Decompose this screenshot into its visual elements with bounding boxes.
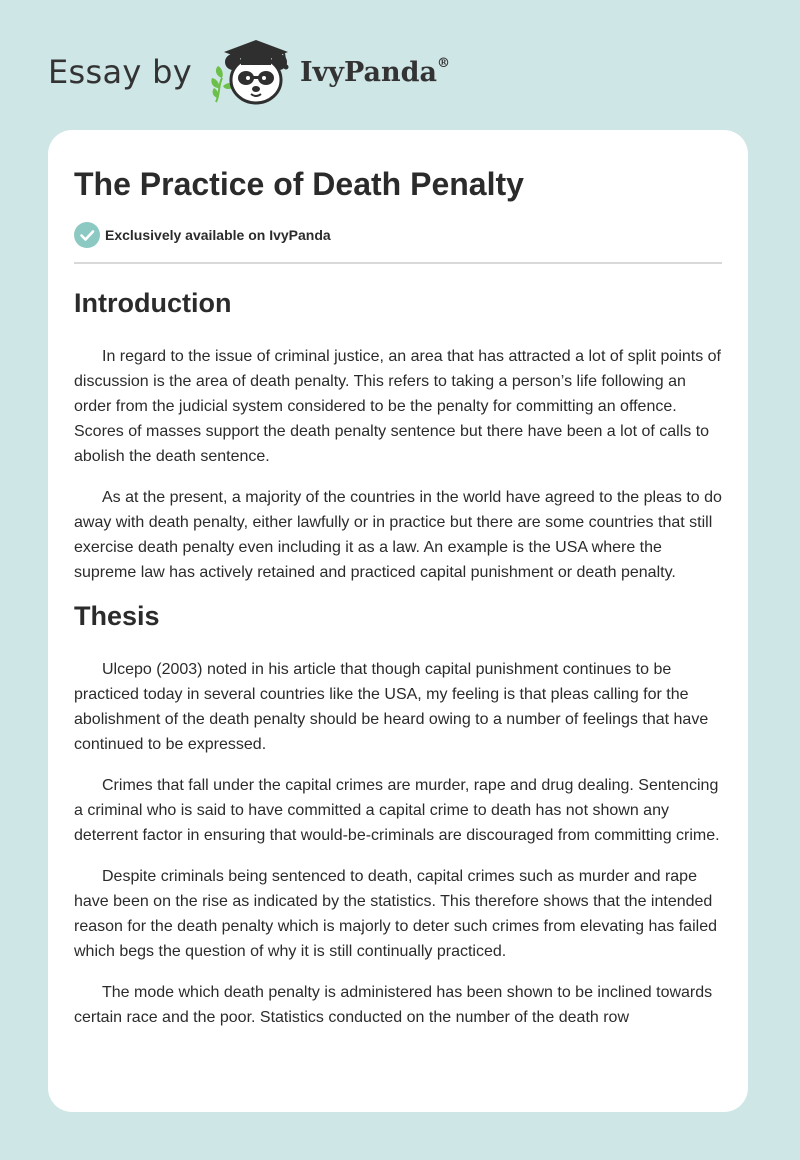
section-thesis	[74, 599, 722, 1030]
paragraph: In regard to the issue of criminal justice, an area that has attracted a lot of split points of discussion is the area of death penalty. This refers to taking a person’s life following an order from the judicial system considered to be the penalty for committing an offence. Scores of masses support the death penalty sentence but there have been a lot of calls to abolish the death sentence.	[74, 348, 721, 465]
essay-card	[48, 130, 748, 1112]
paragraph: Crimes that fall under the capital crimes are murder, rape and drug dealing. Sentencing a criminal who is said to have committed a capital crime to death has not shown any deterrent factor in ensuring that would-be-criminals are discouraged from committing crime.	[74, 777, 720, 844]
panda-graduate-logo-icon	[208, 36, 296, 108]
exclusive-badge-label: Exclusively available on IvyPanda	[105, 227, 331, 243]
registered-mark: ®	[437, 56, 451, 71]
check-circle-icon	[74, 222, 100, 248]
brand-header	[48, 36, 450, 108]
brand-prefix: Essay by	[48, 53, 192, 91]
exclusive-badge	[74, 222, 722, 248]
page-title: The Practice of Death Penalty	[74, 166, 524, 202]
paragraph: Despite criminals being sentenced to death, capital crimes such as murder and rape have been on the rise as indicated by the statistics. This therefore shows that the intended reason for the death penalty which is majorly to deter such crimes from elevating has failed which begs the question of why it is still continually practiced.	[74, 868, 717, 960]
section-introduction	[74, 286, 722, 585]
divider	[74, 262, 722, 264]
section-heading: Introduction	[74, 288, 232, 318]
paragraph: The mode which death penalty is administered has been shown to be inclined towards certain race and the poor. Statistics conducted on the number of the death row	[74, 984, 713, 1026]
paragraph: As at the present, a majority of the countries in the world have agreed to the pleas to do away with death penalty, either lawfully or in practice but there are some countries that still exercise death penalty even including it as a law. An example is the USA where the supreme law has actively retained and practiced capital punishment or death penalty.	[74, 489, 722, 581]
brand-name: IvyPanda®	[299, 56, 451, 88]
paragraph: Ulcepo (2003) noted in his article that though capital punishment continues to be practiced today in several countries like the USA, my feeling is that pleas calling for the abolishment of the death penalty should be heard owing to a number of feelings that have continued to be expressed.	[74, 661, 709, 753]
section-heading: Thesis	[74, 601, 160, 631]
